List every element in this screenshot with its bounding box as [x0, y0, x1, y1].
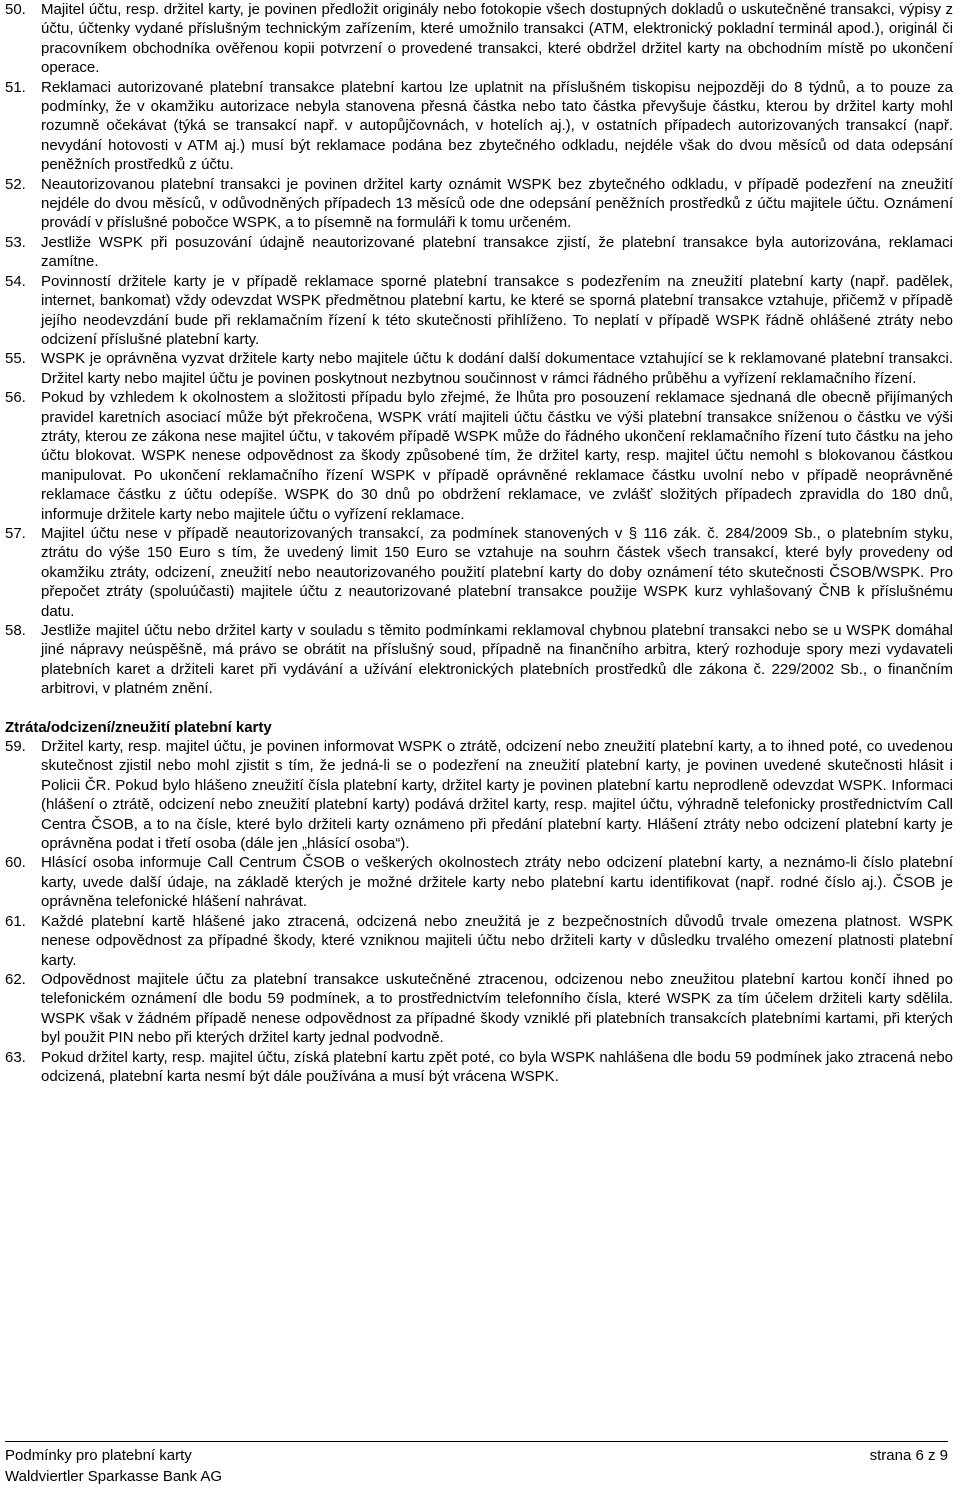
item-number: 60. [5, 854, 26, 872]
item-text: Neautorizovanou platební transakci je povinen držitel karty oznámit WSPK bez zbytečného odkladu, v případě podezření na zneužití nejdéle do dvou měsíců, v odůvodněných případech 13 měsíců ode dne odepsání peněžních prostředků z účtu majitele účtu. Oznámení provádí v příslušné pobočce WSPK, a to písemně na formuláři k tomu určeném. [41, 175, 953, 232]
item-number: 61. [5, 912, 26, 930]
item-number: 51. [5, 78, 26, 96]
list-item [5, 970, 953, 1048]
item-text: Majitel účtu nese v případě neautorizovaných transakcí, za podmínek stanovených v § 116 zák. č. 284/2009 Sb., o platebním styku, ztrátu do výše 150 Euro s tím, že uvedený limit 150 Euro se vztahuje na souhrn částek všech transakcí, které byly provedeny od okamžiku ztráty, odcizení, zneužití nebo neautorizovaného použití platební karty do doby oznámení této skutečnosti ČSOB/WSPK. Pro přepočet ztráty (spoluúčasti) majitele účtu z neautorizované platební transakce použije WSPK kurz vyhlašovaný ČNB k příslušnému datu. [41, 524, 953, 620]
list-item [5, 175, 953, 233]
item-text: Odpovědnost majitele účtu za platební transakce uskutečněné ztracenou, odcizenou nebo zneužitou platební kartou končí ihned po telefonickém oznámení dle bodu 59 podmínek, a to prostřednictvím telefonního čísla, které WSPK za tím účelem držiteli karty sdělila. WSPK však v žádném případě nenese odpovědnost za případné škody vzniklé při platebních transakcích platebními kartami, při kterých byl použit PIN nebo při kterých držitel karty jednal podvodně. [41, 970, 953, 1047]
item-text: WSPK je oprávněna vyzvat držitele karty nebo majitele účtu k dodání další dokumentace vztahující se k reklamované platební transakci. Držitel karty nebo majitel účtu je povinen poskytnout nezbytnou součinnost v rámci řádného průběhu a vyřízení reklamačního řízení. [41, 350, 953, 387]
document-page [5, 0, 953, 1086]
item-number: 53. [5, 233, 26, 251]
item-text: Jestliže WSPK při posuzování údajně neautorizované platební transakce zjistí, že platební transakce byla autorizována, reklamaci zamítne. [41, 233, 953, 271]
item-number: 52. [5, 175, 26, 193]
item-number: 57. [5, 524, 26, 542]
terms-list [5, 0, 953, 699]
item-text: Majitel účtu, resp. držitel karty, je povinen předložit originály nebo fotokopie všech dostupných dokladů o uskutečněné transakci, výpisy z účtu, účtenky vydané příslušným technickým zařízením, které umožnilo transakci (ATM, elektronický pokladní terminál apod.), originál či pracovníkem obchodníka ověřenou kopii potvrzení o provedené transakci, které obdržel držitel karty na obchodním místě po ukončení operace. [41, 1, 953, 77]
terms-list [5, 737, 953, 1086]
item-number: 56. [5, 389, 26, 407]
item-text: Každé platební kartě hlášené jako ztracená, odcizená nebo zneužitá je z bezpečnostních důvodů trvale omezena platnost. WSPK nenese odpovědnost za případné škody, které vzniknou majiteli účtu nebo držiteli karty v důsledku trvalého omezení platnosti platební karty. [41, 912, 953, 969]
item-number: 58. [5, 622, 26, 639]
item-text: Pokud by vzhledem k okolnostem a složitosti případu bylo zřejmé, že lhůta pro posouzení reklamace sjednaná dle obecně přijímaných pravidel karetních asociací může být překročena, WSPK vrátí majiteli účtu částku ve výši platební transakce sníženou o částku ve výši ztráty, kterou ze zákona nese majitel účtu, v takovém případě WSPK může do řádného ukončení reklamačního řízení tuto částku na jeho účtu blokovat. WSPK nenese odpovědnost za škody způsobené tím, že držitel karty, resp. majitel účtu nemohl s blokovanou částkou manipulovat. Po ukončení reklamačního řízení WSPK v případě oprávněné reklamace částku uvolní nebo v případě neoprávněné reklamace částku z účtu odepíše. WSPK do 30 dnů po obdržení reklamace, ve zvlášť složitých případech zpravidla do 180 dnů, informuje držitele karty nebo majitele účtu o vyřízení reklamace. [41, 389, 953, 523]
item-number: 54. [5, 272, 26, 290]
item-number: 55. [5, 350, 26, 368]
list-item [5, 272, 953, 350]
item-number: 62. [5, 970, 26, 988]
section-heading: Ztráta/odcizení/zneužití platební karty [5, 718, 272, 736]
item-number: 63. [5, 1048, 26, 1066]
list-item [5, 388, 953, 524]
item-number: 50. [5, 1, 26, 18]
list-item [5, 78, 953, 175]
list-item [5, 0, 953, 78]
list-item [5, 349, 953, 388]
footer-page-label: strana 6 z 9 [869, 1447, 948, 1464]
item-text: Reklamaci autorizované platební transakce platební kartou lze uplatnit na příslušném tiskopisu nejpozději do 8 týdnů, a to pouze za podmínky, že v okamžiku autorizace nebyla stanovena přesná částka nebo tato částka převyšuje částku, kterou by držitel karty mohl rozumně očekávat (týká se transakcí např. v autopůjčovnách, v hotelích aj.), v ostatních případech autorizovaných transakcí (např. nevydání hotovosti v ATM aj.) musí být reklamace podána bez zbytečného odkladu, nejdéle však do dvou měsíců od data odepsání peněžních prostředků z účtu. [41, 78, 953, 174]
footer-doc-title: Podmínky pro platební karty [5, 1447, 192, 1464]
page-footer [5, 1441, 948, 1487]
item-number: 59. [5, 738, 26, 756]
list-item [5, 912, 953, 970]
item-text: Pokud držitel karty, resp. majitel účtu, získá platební kartu zpět poté, co byla WSPK nahlášena dle bodu 59 podmínek jako ztracená nebo odcizená, platební karta nesmí být dále používána a musí být vrácena WSPK. [41, 1048, 953, 1085]
list-item [5, 1048, 953, 1087]
list-item [5, 853, 953, 911]
list-item [5, 621, 953, 699]
list-item [5, 233, 953, 272]
item-text: Hlásící osoba informuje Call Centrum ČSOB o veškerých okolnostech ztráty nebo odcizení platební karty, a neznámo-li číslo platební karty, uvede další údaje, na základě kterých je možné držitele karty nebo platební kartu identifikovat (např. rodné číslo aj.). ČSOB je oprávněna telefonické hlášení nahrávat. [41, 854, 953, 911]
item-text: Povinností držitele karty je v případě reklamace sporné platební transakce s podezřením na zneužití platební karty (např. padělek, internet, bankomat) vždy odevzdat WSPK předmětnou platební kartu, ke které se sporná platební transakce vztahuje, přičemž v případě jejího neodevzdání bude při reklamačním řízení k této skutečnosti přihlíženo. To neplatí v případě WSPK řádně ohlášené ztráty nebo odcizení příslušné platební karty. [41, 272, 953, 348]
footer-bank-name: Waldviertler Sparkasse Bank AG [5, 1468, 223, 1485]
list-item [5, 737, 953, 853]
item-text: Jestliže majitel účtu nebo držitel karty v souladu s těmito podmínkami reklamoval chybnou platební transakci nebo se u WSPK domáhal jiné nápravy neúspěšně, má právo se obrátit na příslušný soud, případně na finančního arbitra, který rozhoduje spory mezi vydavateli platebních karet a držiteli karet při vydávání a užívání elektronických platebních prostředků dle zákona č. 229/2002 Sb., o finančním arbitrovi, v platném znění. [41, 622, 953, 698]
list-item [5, 524, 953, 621]
item-text: Držitel karty, resp. majitel účtu, je povinen informovat WSPK o ztrátě, odcizení nebo zneužití platební karty, a to ihned poté, co uvedenou skutečnost zjistil nebo mohl zjistit s tím, že jedná-li se o podezření na zneužití platební karty, je povinen uvedené skutečnosti hlásit i Policii ČR. Pokud bylo hlášeno zneužití čísla platební karty, držitel karty je povinen platební kartu neprodleně odevzdat WSPK. Informaci (hlášení o ztrátě, odcizení nebo zneužití platební karty) podává držitel karty, resp. majitel účtu, výhradně telefonicky prostřednictvím Call Centra ČSOB, a to na čísle, které bylo držiteli karty oznámeno při předání platební karty. Hlášení ztráty nebo odcizení platební karty je oprávněna podat i třetí osoba (dále jen „hlásící osoba“). [41, 738, 953, 853]
